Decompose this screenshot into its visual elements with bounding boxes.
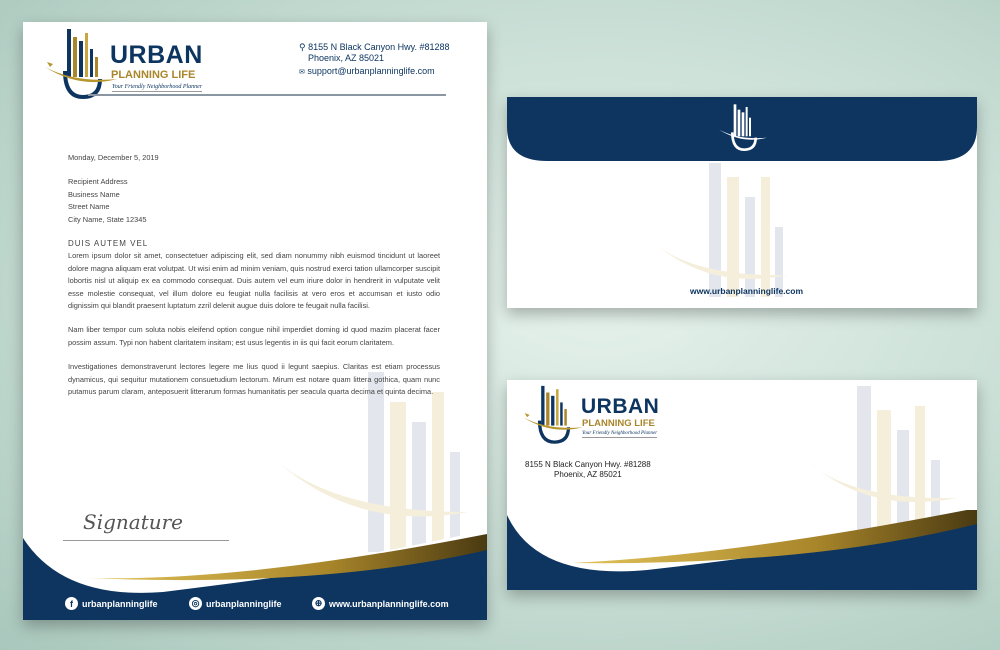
brand-sub: PLANNING LIFE: [111, 69, 196, 81]
watermark-logo: [807, 380, 967, 530]
letter-date: Monday, December 5, 2019: [68, 153, 159, 162]
recipient-line: City Name, State 12345: [68, 214, 147, 224]
logo-mark-icon: [45, 27, 120, 99]
address-line1: 8155 N Black Canyon Hwy. #81288: [308, 42, 450, 52]
footer-facebook[interactable]: [65, 597, 158, 610]
recipient-line: Street Name: [68, 202, 110, 212]
contact-block: [299, 42, 450, 78]
instagram-handle: urbanplanninglife: [206, 598, 282, 609]
location-pin-icon: ⚲: [299, 42, 306, 52]
envelope-back: [507, 97, 977, 308]
letter-heading: DUIS AUTEM VEL: [68, 239, 149, 249]
signature: Signature: [83, 510, 184, 534]
website-url: www.urbanplanninglife.com: [329, 598, 449, 609]
envelope-front: [507, 380, 977, 590]
globe-icon: ⊕: [312, 597, 325, 610]
facebook-icon: f: [65, 597, 78, 610]
instagram-icon: ◎: [189, 597, 202, 610]
brand-tagline: Your Friendly Neighborhood Planner: [582, 431, 658, 436]
letter-body: [68, 152, 440, 399]
brand-tagline: Your Friendly Neighborhood Planner: [112, 84, 203, 90]
brand-sub: PLANNING LIFE: [582, 418, 655, 429]
footer-website[interactable]: [312, 597, 449, 610]
envelope-address: [525, 460, 651, 480]
email-icon: ✉: [299, 69, 305, 76]
recipient-line: Recipient Address: [68, 177, 128, 187]
envelope-wave: [507, 510, 977, 590]
header-divider: [88, 94, 446, 96]
address-line1: 8155 N Black Canyon Hwy. #81288: [525, 460, 651, 469]
letterhead: [23, 22, 487, 620]
flap-logo-icon: [719, 103, 769, 151]
recipient-line: Business Name: [68, 189, 120, 199]
letter-paragraph-3: Investigationes demonstraverunt lectores legere me lius quod ii legunt saepius. Claritas est etiam processus dynamicus, qui sequitur mutationem consuetudium lectorum. Mirum est notare quam littera gothica, quam nunc putamus parum claram, anteposuerit litterarum formas humanitatis per seacula quarta decima et quinta decima.: [68, 362, 440, 397]
brand-name: URBAN: [110, 41, 203, 69]
letter-paragraph-2: Nam liber tempor cum soluta nobis eleifend option congue nihil imperdiet doming id quod mazim placerat facer possim assum. Typi non habent claritatem insitam; est usus legentis in iis qui facit eorum claritatem.: [68, 325, 440, 347]
address-line2: Phoenix, AZ 85021: [308, 53, 385, 63]
footer-instagram[interactable]: [189, 597, 282, 610]
address-line2: Phoenix, AZ 85021: [554, 470, 622, 479]
email[interactable]: support@urbanplanninglife.com: [307, 66, 435, 76]
recipient-block: [68, 176, 440, 226]
watermark-logo: [647, 157, 807, 297]
brand-name: URBAN: [581, 395, 660, 418]
logo-mark-icon: [523, 384, 585, 444]
letter-paragraph-1: Lorem ipsum dolor sit amet, consectetuer adipiscing elit, sed diam nonummy nibh euismod tincidunt ut laoreet dolore magna aliquam erat volutpat. Ut wisi enim ad minim veniam, quis nostrud exerci tation ullamcorper suscipit lobortis nisl ut aliquip ex ea commodo consequat. Duis autem vel eum iriure dolor in hendrerit in vulputate velit esse molestie consequat, vel illum dolore eu feugiat nulla facilisis at vero eros et accumsan et iusto odio dignissim qui blandit praesent luptatum zzril delenit augue duis dolore te feugait nulla facilisi.: [68, 251, 440, 311]
envelope-website: www.urbanplanninglife.com: [690, 286, 804, 296]
facebook-handle: urbanplanninglife: [82, 598, 158, 609]
